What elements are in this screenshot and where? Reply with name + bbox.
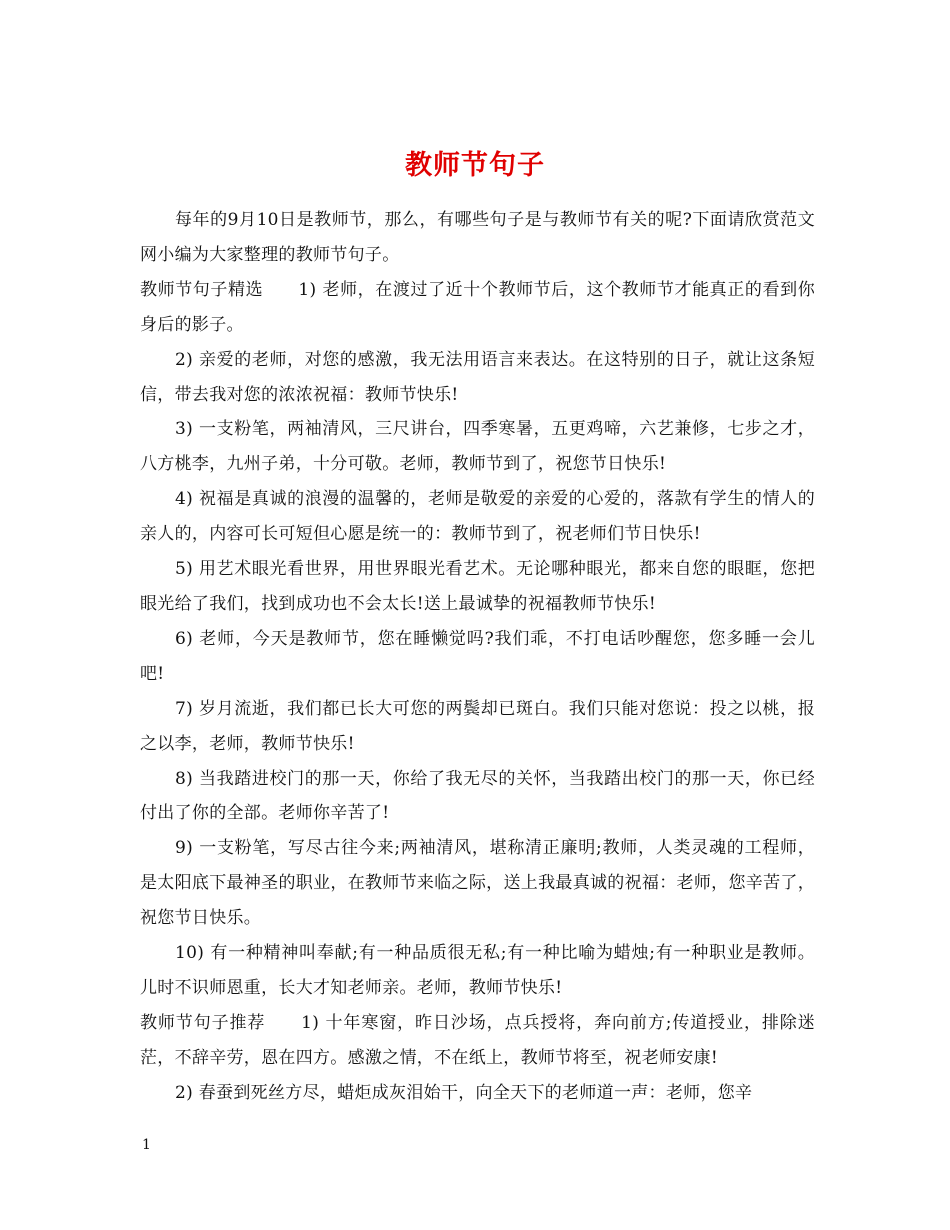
list-item: 9) 一支粉笔，写尽古往今来;两袖清风，堪称清正廉明;教师，人类灵魂的工程师，是太阳底下最神圣的职业，在教师节来临之际，送上我最真诚的祝福：老师，您辛苦了，祝您节日快乐。 xyxy=(140,838,815,929)
section-heading-paragraph: 教师节句子精选 1) 老师，在渡过了近十个教师节后，这个教师节才能真正的看到你身后的影子。 xyxy=(140,279,815,335)
list-item: 2) 春蚕到死丝方尽，蜡炬成灰泪始干，向全天下的老师道一声：老师，您辛 xyxy=(175,1082,753,1103)
list-item: 10) 有一种精神叫奉献;有一种品质很无私;有一种比喻为蜡烛;有一种职业是教师。儿时不识师恩重，长大才知老师亲。老师，教师节快乐! xyxy=(140,943,815,998)
intro-paragraph: 每年的9月10日是教师节，那么，有哪些句子是与教师节有关的呢?下面请欣赏范文网小编为大家整理的教师节句子。 xyxy=(140,210,815,265)
list-item: 6) 老师，今天是教师节，您在睡懒觉吗?我们乖，不打电话吵醒您，您多睡一会儿吧! xyxy=(140,628,815,684)
list-item: 2) 亲爱的老师，对您的感激，我无法用语言来表达。在这特别的日子，就让这条短信，带去我对您的浓浓祝福：教师节快乐! xyxy=(140,349,815,405)
list-item: 3) 一支粉笔，两袖清风，三尺讲台，四季寒暑，五更鸡啼，六艺兼修，七步之才，八方桃李，九州子弟，十分可敬。老师，教师节到了，祝您节日快乐! xyxy=(140,419,815,475)
list-item: 7) 岁月流逝，我们都已长大可您的两鬓却已斑白。我们只能对您说：投之以桃，报之以李，老师，教师节快乐! xyxy=(140,698,815,754)
document-body xyxy=(140,203,815,1111)
list-item: 8) 当我踏进校门的那一天，你给了我无尽的关怀，当我踏出校门的那一天，你已经付出了你的全部。老师你辛苦了! xyxy=(140,768,815,824)
section-heading-paragraph: 教师节句子推荐 1) 十年寒窗，昨日沙场，点兵授将，奔向前方;传道授业，排除迷茫，不辞辛劳，恩在四方。感激之情，不在纸上，教师节将至，祝老师安康! xyxy=(140,1012,815,1068)
list-item: 4) 祝福是真诚的浪漫的温馨的，老师是敬爱的亲爱的心爱的，落款有学生的情人的亲人的，内容可长可短但心愿是统一的：教师节到了，祝老师们节日快乐! xyxy=(140,489,815,545)
list-item: 5) 用艺术眼光看世界，用世界眼光看艺术。无论哪种眼光，都来自您的眼眶，您把眼光给了我们，找到成功也不会太长!送上最诚挚的祝福教师节快乐! xyxy=(140,559,815,614)
page-number: 1 xyxy=(142,1137,151,1153)
page-title: 教师节句子 xyxy=(405,150,545,182)
